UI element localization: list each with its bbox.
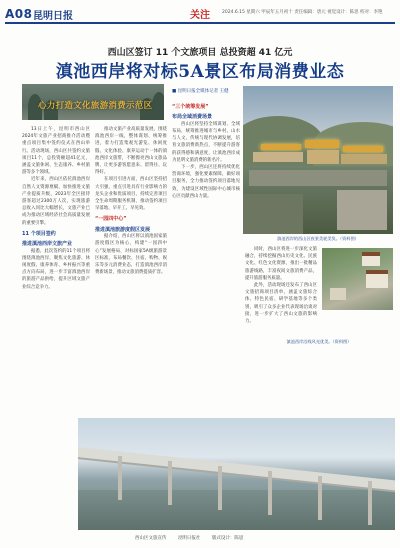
section-subheading-2: 布局全域消费场景	[172, 114, 213, 121]
page-footer	[135, 535, 253, 541]
paragraph: 西山区将坚持全域谋划、全域布局，统筹推进城市与乡村、山水与人文、传统与现代协调发展，培育文旅消费新热点，不断提升游客的获得感和满意度，让滇池西岸成为昆明文旅消费的新名片。	[172, 121, 240, 163]
paragraph: 据悉，此次签约的11个项目将围绕滇池西岸，聚焦文化旅游、休闲度假、康养体育、乡村振兴等重点方向布局，进一步丰富滇池西岸的旅游产品供给，提升区域文旅产业综合竞争力。	[22, 248, 90, 290]
paragraph: 在项目引进方面，西山区坚持招大引强，重点引进具有行业影响力的龙头企业和优质项目，持续完善项目全生命周期服务机制，推动签约项目早落地、早开工、早见效。	[95, 177, 167, 212]
section-subheading: “三个统筹发展”	[172, 104, 209, 110]
section-subheading-2: 推进滇池旅游度假区发展	[95, 226, 151, 233]
bridge-photo	[78, 418, 395, 530]
header-meta: 2024.6.15 星期六 甲辰年五月初十 责任编辑：唐元 视觉设计：陈思 校对：李艳	[222, 10, 383, 15]
newspaper-brand: 昆明日报	[33, 11, 73, 22]
page-number: A08	[5, 7, 33, 21]
city-photo-caption: 滇池西岸的西山区夜景美轮美奂。（资料图）	[277, 236, 359, 241]
paragraph: 此外，活动现场还发布了西山区文旅招商项目清单，涵盖文旅综合体、特色民宿、研学基地等多个类别，吸引了众多企业代表现场洽谈对接，进一步扩大了西山文旅的影响力。	[245, 283, 317, 325]
paragraph: 近年来，西山区依托滇池西岸自然人文资源禀赋，加快推进文旅产业提质升级，2023年全区接待游客超过2300万人次，实现旅游总收入同比大幅增长，文旅产业已成为推动区域经济社会高质量发展的重要引擎。	[22, 177, 90, 226]
paragraph: 下一步，西山区还将持续优化营商环境，强化要素保障，做好项目服务，全力推动签约项目落地见效，为建设区域性国际中心城市核心区贡献西山力量。	[172, 165, 240, 199]
article-column-3	[172, 100, 240, 200]
article-subtitle: 西山区签订 11 个文旅项目 总投资超 41 亿元	[107, 48, 293, 58]
section-subheading: 11 个项目签约	[22, 230, 56, 237]
section-subheading-2: 推进滇池西岸文旅产业	[22, 241, 73, 248]
byline: ■ 昆明日报全媒体记者 王健	[172, 89, 229, 94]
footer-item: 西山区文旅宣传	[135, 536, 167, 541]
footer-item: 昆明日报社	[177, 536, 201, 541]
photo-banner-text: 心力打造文化旅游消费示范区	[38, 101, 153, 111]
header-rule	[5, 22, 395, 24]
footer-item: 版式设计：陈思	[211, 536, 244, 541]
section-subheading: “一园四中心”	[95, 216, 127, 223]
section-tag: 关注	[190, 10, 210, 21]
article-column-1	[22, 126, 90, 291]
page-header	[0, 0, 400, 30]
paragraph: 同时，西山区将进一步深化文旅融合，持续挖掘西山历史文化、民族文化、红色文化资源，推出一批精品旅游线路，丰富夜间文旅消费产品，提升旅游服务质量。	[245, 247, 317, 281]
aerial-photo	[322, 248, 393, 310]
paragraph: 据介绍，西山区将以滇池国家旅游度假区为核心，构建“一园四中心”发展格局，对标国家5A级旅游景区标准，布局餐饮、住宿、购物、娱乐等多元消费业态，打造滇池西岸消费新场景，推动文旅消费提质扩容。	[95, 234, 167, 276]
article-column-2	[95, 126, 167, 276]
aerial-photo-caption: 滇池西岸沿线风光优美。（资料图）	[286, 339, 352, 344]
article-column-4	[245, 246, 317, 325]
paragraph: 13日上午，昆明市西山区2024年文旅产业招商推介活动暨重点项目集中签约仪式在西山举行。活动现场，西山区共签约文旅项目11个，总投资额超41亿元，涵盖文旅休闲、生态康养、乡村旅游等多个领域。	[22, 127, 90, 176]
paragraph: 推动文旅产业高质量发展，围绕滇池西岸一线，整体谋划、统筹推进，着力打造集观光游览、休闲度假、文化体验、康养运动于一体的滇池西岸文旅带，不断擦亮西山文旅品牌，让更多游客愿意来、留得住、玩得好。	[95, 127, 167, 176]
city-night-photo	[243, 86, 393, 234]
article-headline: 滇池西岸将对标5A景区布局消费业态	[55, 62, 345, 82]
